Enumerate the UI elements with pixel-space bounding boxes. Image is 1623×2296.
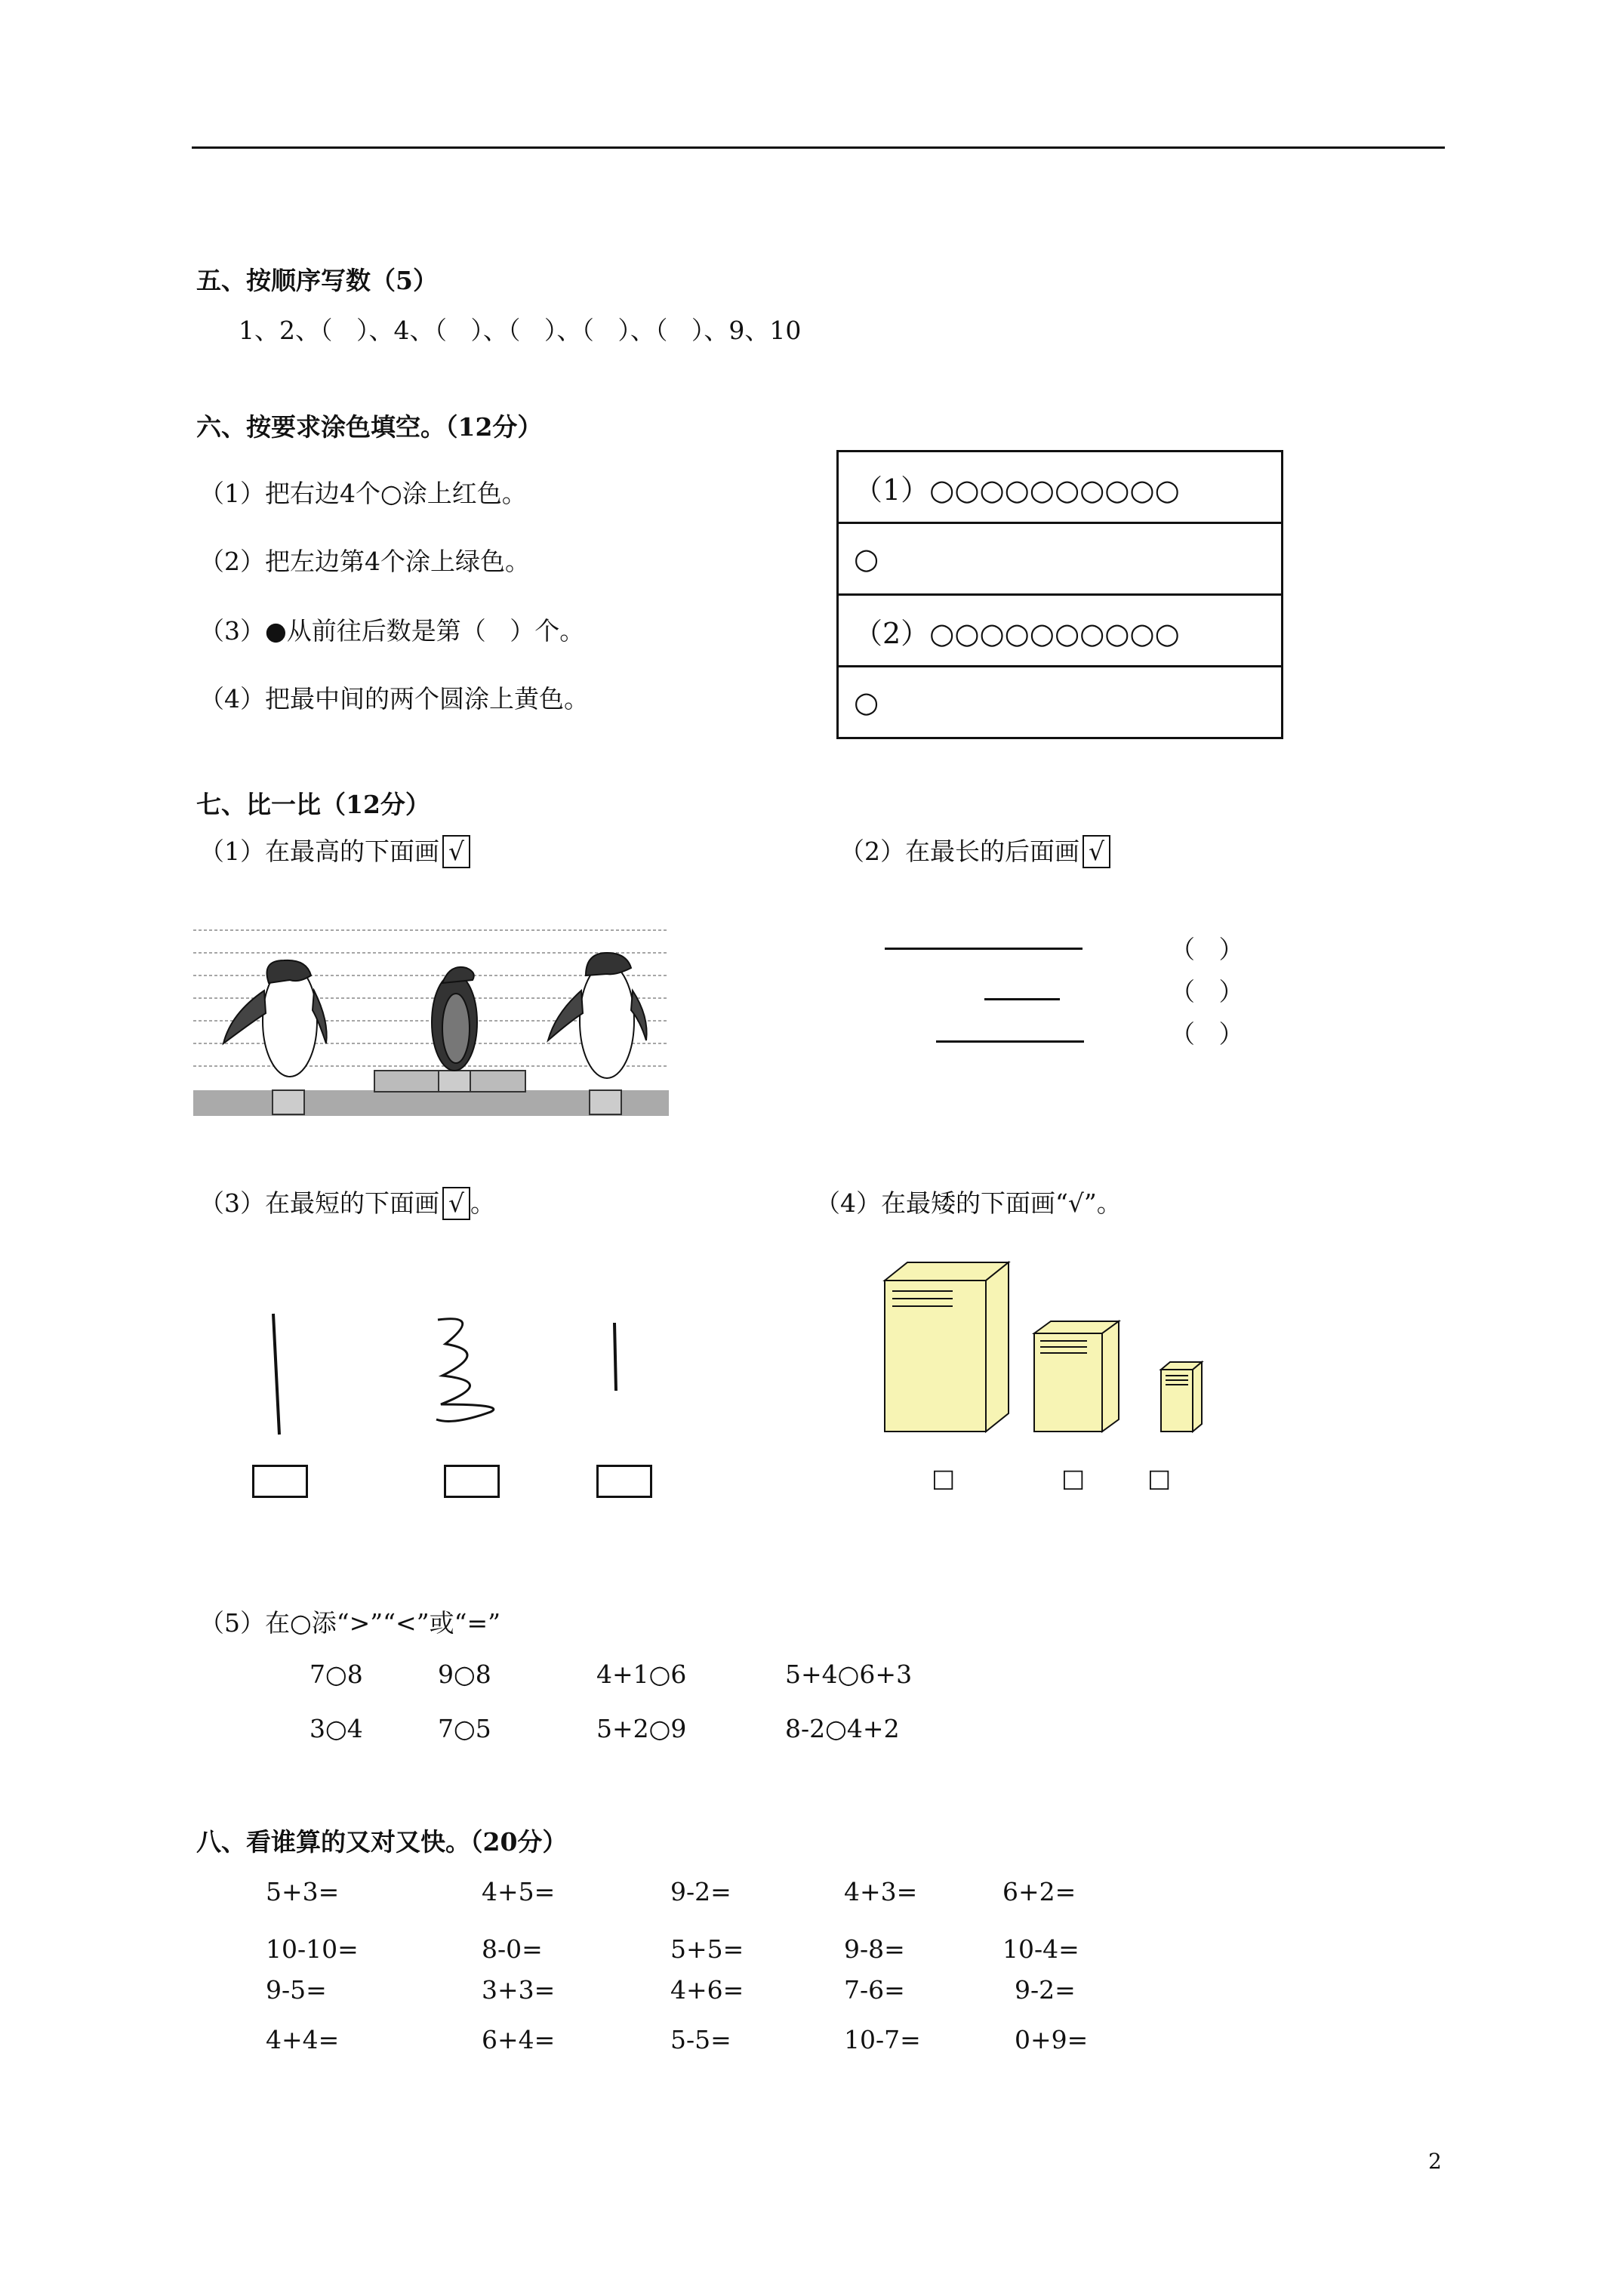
calc-r2c4: 9-8= — [844, 1934, 905, 1964]
section6-item-1: （1）把右边4个○涂上红色。 — [199, 479, 527, 508]
circle-table — [836, 450, 1283, 739]
compare-cell-r1c3: 4+1○6 — [596, 1660, 687, 1689]
compare-q4: （4）在最矮的下面画“√”。 — [815, 1188, 1122, 1218]
section6-item-4: （4）把最中间的两个圆涂上黄色。 — [199, 684, 589, 713]
compare-cell-r1c1: 7○8 — [310, 1660, 363, 1689]
check-box-3: √ — [442, 1187, 470, 1220]
section5-sequence: 1、2、（ ）、4、（ ）、（ ）、（ ）、（ ）、9、10 — [239, 316, 802, 345]
calc-r1c1: 5+3= — [266, 1877, 340, 1906]
calc-r3c5: 9-2= — [1015, 1975, 1076, 2005]
section6-title: 六、按要求涂色填空。（12分） — [196, 412, 543, 442]
compare-q3 — [199, 1184, 495, 1220]
page-number: 2 — [1428, 2149, 1442, 2174]
building-box-1[interactable]: □ — [932, 1463, 956, 1493]
penguins-picture — [193, 923, 669, 1122]
line-short — [984, 998, 1060, 1000]
answer-box-2[interactable] — [444, 1465, 500, 1498]
calc-r4c3: 5-5= — [670, 2025, 731, 2054]
calc-r1c3: 9-2= — [670, 1877, 731, 1906]
header-rule — [192, 146, 1445, 149]
section7-title: 七、比一比（12分） — [196, 790, 430, 819]
calc-r3c2: 3+3= — [482, 1975, 556, 2005]
answer-paren-1: （ ） — [1170, 935, 1244, 964]
calc-r1c2: 4+5= — [482, 1877, 556, 1906]
circle-row-2: （2）○○○○○○○○○○ — [838, 595, 1283, 667]
calc-r2c2: 8-0= — [482, 1934, 543, 1964]
calc-r4c5: 0+9= — [1015, 2025, 1089, 2054]
line-long — [885, 948, 1083, 950]
calc-r4c4: 10-7= — [844, 2025, 921, 2054]
circle-row-1: （1）○○○○○○○○○○ — [838, 451, 1283, 523]
section6-item-2: （2）把左边第4个涂上绿色。 — [199, 547, 530, 576]
check-box-2: √ — [1083, 835, 1110, 868]
answer-paren-3: （ ） — [1170, 1019, 1244, 1049]
penguin-right — [548, 953, 647, 1078]
answer-box-3[interactable] — [596, 1465, 652, 1498]
compare-q2 — [839, 832, 1110, 868]
calc-r3c4: 7-6= — [844, 1975, 905, 2005]
penguin-left — [223, 960, 327, 1077]
compare-cell-r1c4: 5+4○6+3 — [785, 1660, 913, 1689]
line-medium — [936, 1040, 1084, 1043]
buildings-picture — [876, 1253, 1223, 1442]
compare-cell-r2c4: 8-2○4+2 — [785, 1714, 900, 1743]
q3-label: （3）在最短的下面画 — [199, 1188, 439, 1218]
building-box-3[interactable]: □ — [1147, 1463, 1172, 1493]
calc-r1c5: 6+2= — [1002, 1877, 1076, 1906]
calc-r3c3: 4+6= — [670, 1975, 744, 2005]
circle-row-2-extra: ○ — [838, 667, 1283, 738]
calc-r3c1: 9-5= — [266, 1975, 327, 2005]
compare-cell-r2c3: 5+2○9 — [596, 1714, 687, 1743]
compare-cell-r2c1: 3○4 — [310, 1714, 363, 1743]
calc-r4c1: 4+4= — [266, 2025, 340, 2054]
calc-r1c4: 4+3= — [844, 1877, 918, 1906]
calc-r2c3: 5+5= — [670, 1934, 744, 1964]
calc-r2c5: 10-4= — [1002, 1934, 1079, 1964]
compare-q5: （5）在○添“>”“<”或“=” — [199, 1608, 500, 1638]
calc-r4c2: 6+4= — [482, 2025, 556, 2054]
compare-cell-r2c2: 7○5 — [438, 1714, 491, 1743]
building-box-2[interactable]: □ — [1061, 1463, 1086, 1493]
calc-r2c1: 10-10= — [266, 1934, 359, 1964]
compare-cell-r1c2: 9○8 — [438, 1660, 491, 1689]
circle-row-1-extra: ○ — [838, 523, 1283, 595]
check-box-1: √ — [442, 835, 470, 868]
answer-box-1[interactable] — [252, 1465, 308, 1498]
section6-item-3: （3）●从前往后数是第（ ）个。 — [199, 616, 585, 646]
q3-period: 。 — [470, 1188, 496, 1218]
section5-title: 五、按顺序写数（5） — [196, 266, 438, 295]
section8-title: 八、看谁算的又对又快。（20分） — [196, 1827, 568, 1857]
q1-label: （1）在最高的下面画 — [199, 837, 439, 866]
q2-label: （2）在最长的后面画 — [839, 837, 1079, 866]
penguin-middle — [432, 967, 477, 1071]
answer-paren-2: （ ） — [1170, 977, 1244, 1006]
compare-q1 — [199, 832, 470, 868]
